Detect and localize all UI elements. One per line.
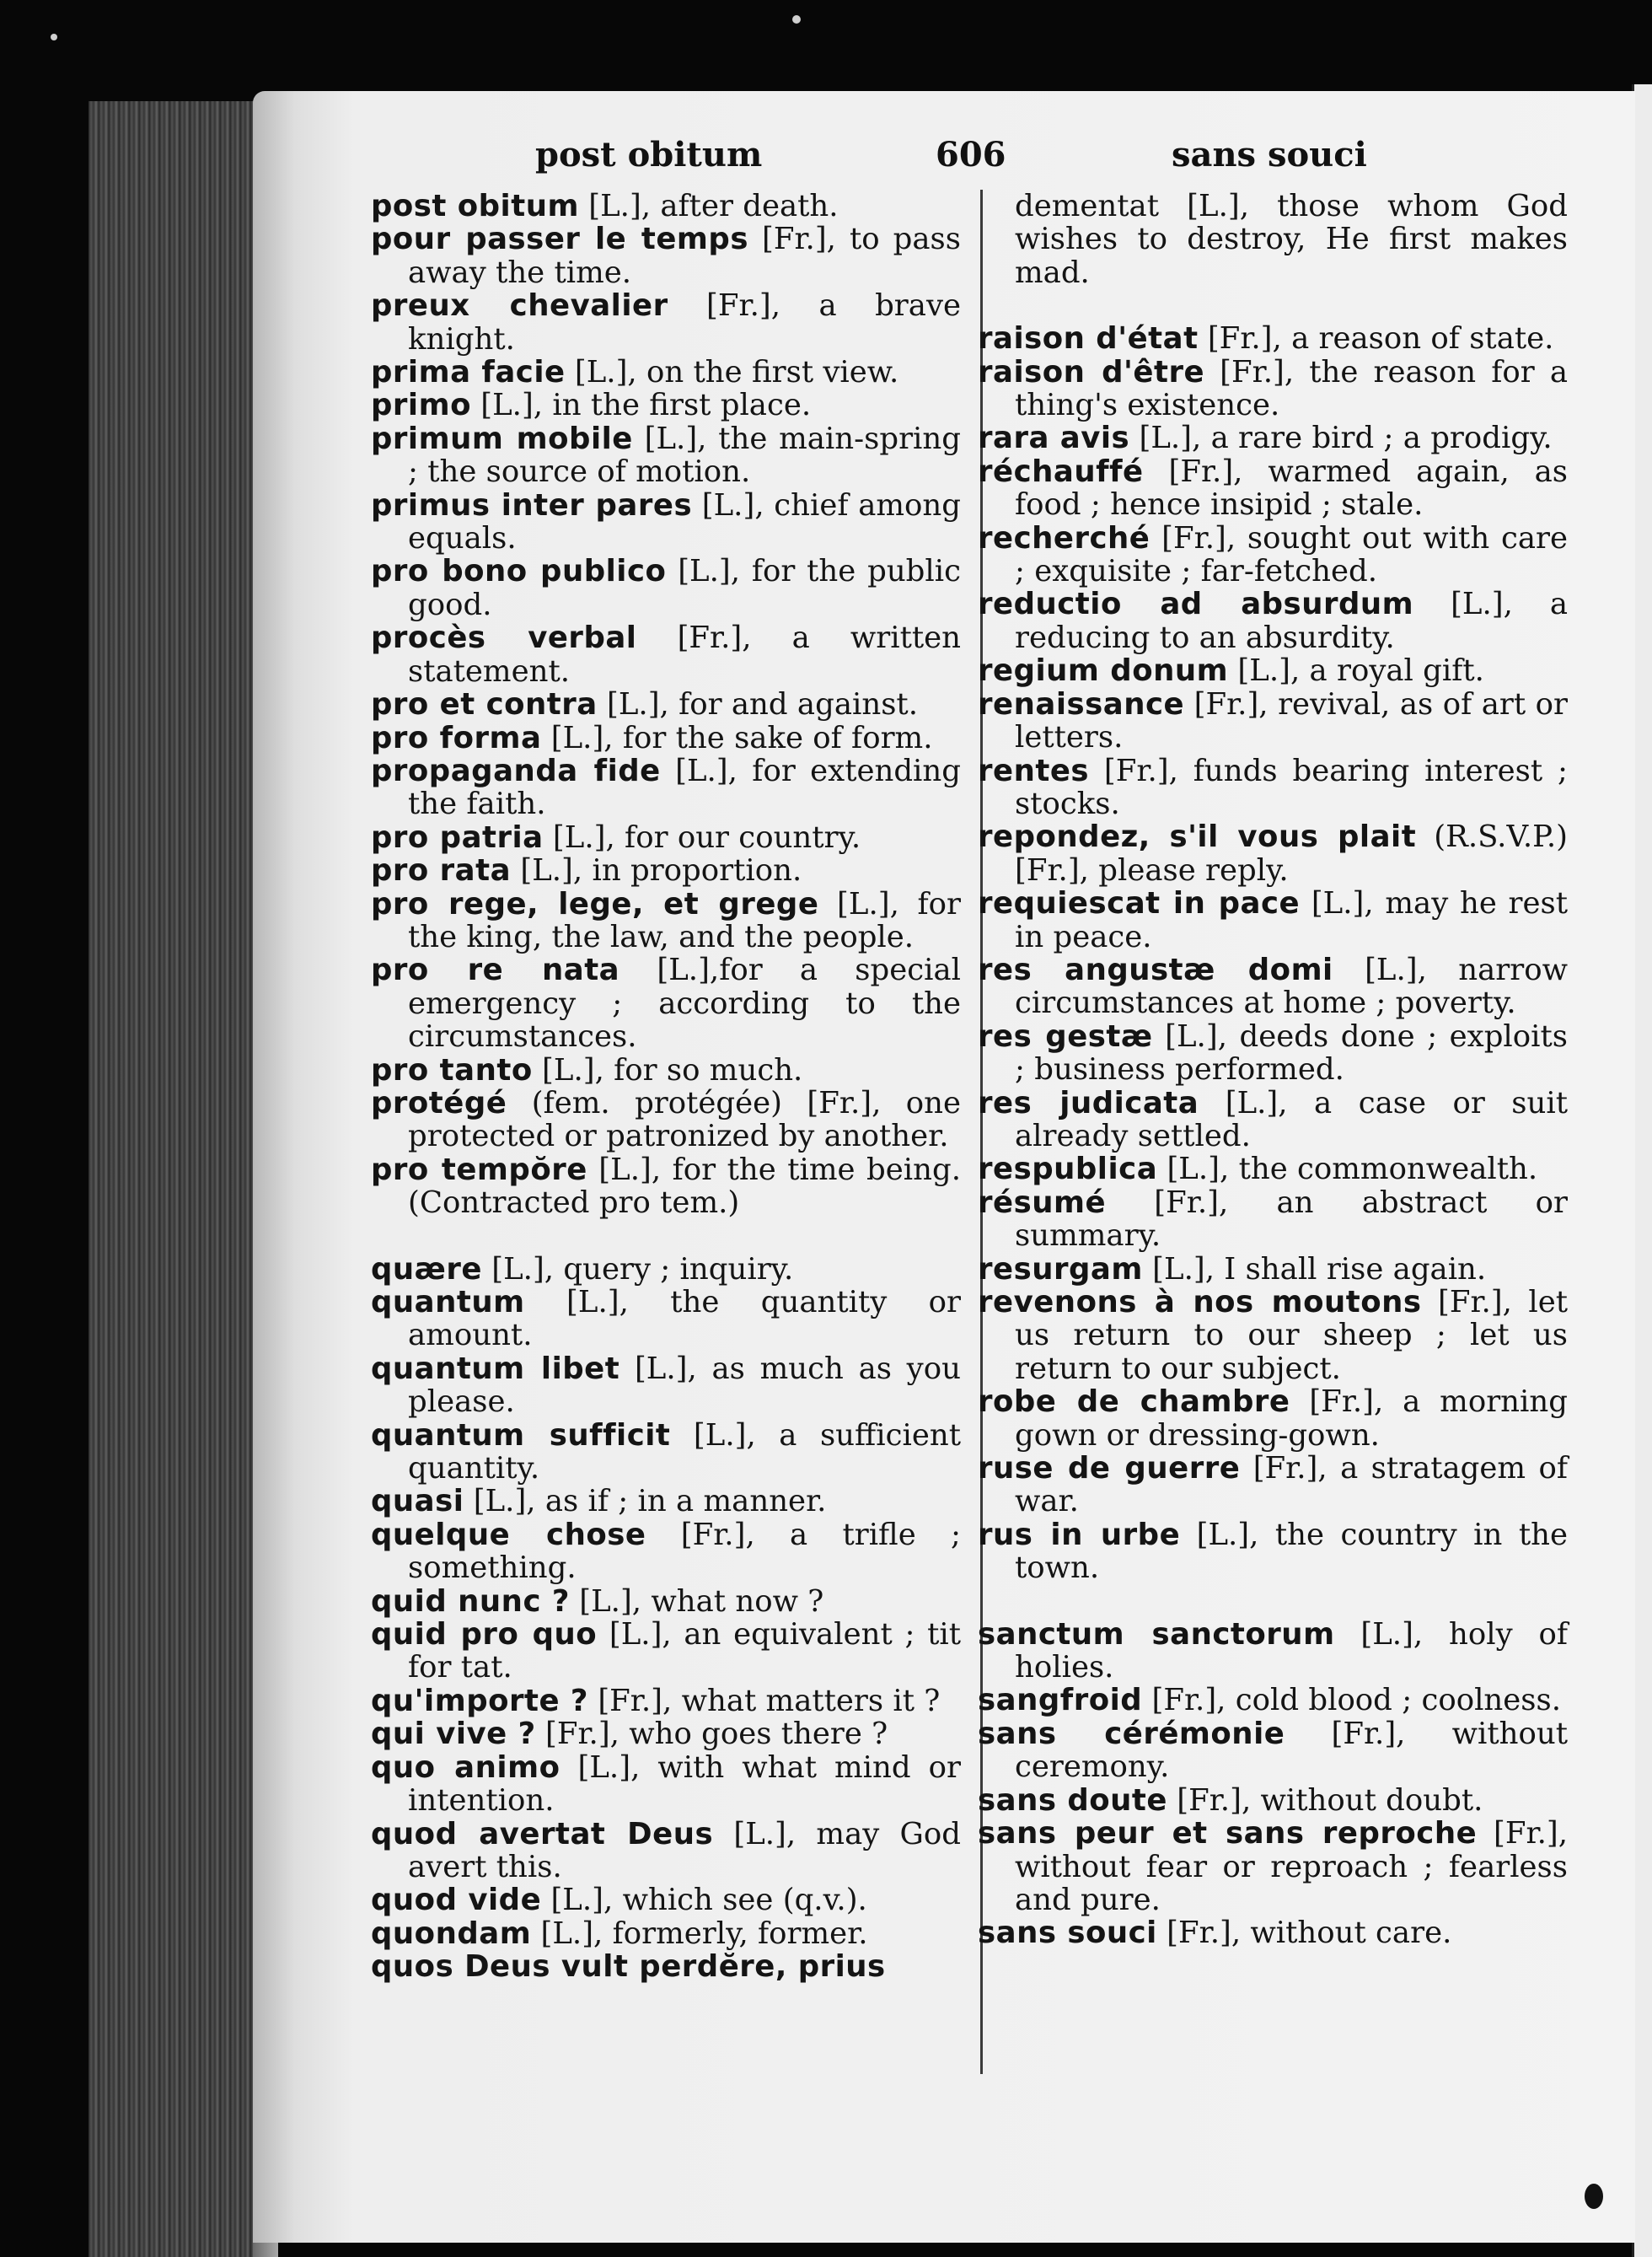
headword: réchauffé [978,454,1144,489]
headword: sanctum sanctorum [978,1616,1335,1652]
headword: pro rata [371,853,512,889]
dictionary-entry [371,1585,961,1618]
dictionary-entry [978,1253,1568,1286]
headword: rentes [978,753,1090,788]
dictionary-entry [371,1884,961,1916]
dictionary-entry [371,1286,961,1352]
dictionary-entry [371,190,961,223]
definition: [L.], after death. [578,189,839,223]
headword: quos Deus vult perdĕre, prius [371,1949,886,1985]
dictionary-entry [371,621,961,688]
dictionary-entry [371,821,961,854]
dictionary-entry [978,1717,1568,1784]
headword: rara avis [978,421,1130,456]
dictionary-entry [978,954,1568,1020]
dictionary-entry [371,1818,961,1884]
dictionary-entry [371,422,961,489]
dictionary-entry [371,1917,961,1950]
definition: [Fr.], sought out with care ; exquisite ; far-fetched. [1015,520,1568,589]
headword: pour passer le temps [371,222,748,257]
headword: renaissance [978,686,1185,722]
definition: [Fr.], to pass away the time. [408,222,961,290]
definition: [L.], I shall rise again. [1142,1251,1487,1287]
headword: rus in urbe [978,1517,1181,1552]
headword: procès verbal [371,621,637,656]
dictionary-entry [371,555,961,621]
headword: preux chevalier [371,288,668,324]
headword: primum mobile [371,421,633,456]
dictionary-entry [371,1685,961,1717]
dictionary-entry [371,1153,961,1220]
page-header [371,135,1585,185]
headword: qu'importe ? [371,1683,589,1718]
headword: pro tempŏre [371,1152,587,1187]
definition: [L.], may he rest in peace. [1015,886,1568,954]
dictionary-entry [371,289,961,356]
dictionary-entry [371,1485,961,1518]
definition: [Fr.], let us return to our sheep ; let us return to our subject. [1015,1285,1569,1386]
definition: (fem. protégée) [Fr.], one protected or patronized by another. [408,1085,961,1154]
definition: [L.], what now ? [569,1583,824,1619]
dictionary-entry [371,356,961,389]
headword: respublica [978,1152,1158,1187]
headword: pro re nata [371,953,620,988]
headword: quasi [371,1484,464,1519]
dictionary-entry [371,389,961,422]
book-spine [88,101,274,2257]
headword: quod vide [371,1883,542,1918]
headword: resurgam [978,1251,1143,1287]
headword: sans peur et sans reproche [978,1816,1478,1851]
dictionary-entry [978,1618,1568,1685]
definition: [L.], for and against. [597,687,918,723]
definition: [L.], the commonwealth. [1157,1152,1538,1187]
headword: quantum sufficit [371,1417,671,1453]
dictionary-entry [978,1452,1568,1518]
definition: [Fr.], a reason of state. [1198,321,1554,357]
definition: [L.], on the first view. [565,355,899,390]
definition: [L.], as if ; in a manner. [464,1484,827,1519]
dictionary-entry [978,455,1568,522]
definition: [Fr.], without fear or reproach ; fearless and pure. [1015,1816,1569,1917]
page-number: 606 [936,135,1006,175]
dictionary-entry [978,887,1568,954]
headword: ruse de guerre [978,1451,1241,1486]
right-column [978,190,1568,1950]
definition: [Fr.], who goes there ? [535,1717,888,1752]
definition: [L.], for extending the faith. [408,753,961,822]
headword: res judicata [978,1085,1199,1120]
dictionary-entry [978,1153,1568,1185]
definition: [L.], holy of holies. [1015,1616,1568,1685]
dictionary-entry [978,422,1568,454]
headword: reductio ad absurdum [978,587,1414,622]
definition: [Fr.], the reason for a thing's existence. [1015,354,1568,423]
dictionary-entry [371,1253,961,1286]
left-guide-word: post obitum [535,135,763,175]
definition: [L.], for the public good. [408,554,961,622]
definition: [L.], formerly, former. [531,1916,868,1951]
definition: [L.], for the sake of form. [541,720,933,755]
headword: protégé [371,1085,507,1120]
definition: [L.], which see (q.v.). [541,1883,867,1918]
headword: quantum [371,1285,525,1319]
definition: [Fr.], a trifle ; something. [408,1517,961,1586]
dictionary-entry [978,654,1568,687]
definition: [L.], with what mind or intention. [408,1749,961,1819]
headword: prima facie [371,355,566,390]
definition: (R.S.V.P.) [Fr.], please reply. [1015,820,1568,888]
headword: quantum libet [371,1351,620,1386]
dictionary-entry [978,1916,1568,1949]
dictionary-entry [978,1518,1568,1585]
definition: [L.], an equivalent ; tit for tat. [408,1617,961,1685]
definition: [L.], in proportion. [511,853,802,889]
dictionary-entry [371,722,961,755]
headword: quid nunc ? [371,1583,570,1619]
dictionary-entry [978,1020,1568,1087]
dictionary-entry [978,755,1568,821]
dictionary-entry [978,1087,1568,1153]
definition: [L.], for the king, the law, and the people. [408,886,961,954]
headword: pro forma [371,720,542,755]
definition: [L.], for so much. [532,1052,803,1088]
headword: pro tanto [371,1052,533,1088]
headword: res gestæ [978,1018,1153,1054]
definition: [Fr.], revival, as of art or letters. [1015,686,1568,755]
dictionary-entry [371,1087,961,1153]
definition: [L.], a royal gift. [1228,653,1484,689]
definition: [Fr.], a brave knight. [408,288,962,357]
headword: pro patria [371,820,544,855]
headword: raison d'être [978,354,1205,390]
dictionary-entry [978,1817,1568,1916]
dictionary-entry [371,1618,961,1685]
dictionary-entry [371,688,961,721]
headword: quo animo [371,1749,560,1785]
headword: pro rege, lege, et grege [371,886,819,922]
dictionary-entry [978,1684,1568,1717]
definition: [L.], deeds done ; exploits ; business performed. [1015,1018,1568,1088]
definition: [L.], narrow circumstances at home ; poverty. [1015,952,1568,1021]
headword: résumé [978,1185,1107,1220]
definition: [L.], a rare bird ; a prodigy. [1129,421,1553,456]
headword: recherché [978,520,1150,556]
headword: primo [371,388,471,423]
dictionary-entry [978,688,1568,755]
headword: res angustæ domi [978,952,1333,987]
headword: sans souci [978,1916,1157,1951]
dictionary-entry [371,489,961,556]
dictionary-entry [978,820,1568,887]
definition: [Fr.], without care. [1156,1916,1452,1951]
section-gap [978,1585,1568,1618]
headword: sans cérémonie [978,1716,1285,1751]
dictionary-entry [371,1751,961,1818]
definition: [L.], chief among equals. [408,487,962,556]
definition: [Fr.], a morning gown or dressing-gown. [1015,1384,1568,1453]
definition: [Fr.], cold blood ; coolness. [1142,1683,1562,1718]
definition: [L.], the country in the town. [1015,1517,1568,1586]
headword: quondam [371,1916,532,1951]
dictionary-entry [978,1186,1568,1253]
definition: [L.], as much as you please. [408,1351,961,1420]
dictionary-entry [371,755,961,821]
section-gap [978,289,1568,322]
section-gap [371,1220,961,1253]
dictionary-entry [371,1950,961,1983]
definition: [Fr.], without doubt. [1167,1782,1483,1818]
headword: post obitum [371,189,579,223]
dictionary-entry [978,1784,1568,1817]
headword: regium donum [978,653,1229,689]
headword: robe de chambre [978,1384,1290,1420]
definition: [Fr.], what matters it ? [588,1683,941,1718]
headword: requiescat in pace [978,886,1301,922]
speck [792,15,801,24]
definition: [L.], query ; inquiry. [481,1251,794,1287]
speck [1585,2184,1603,2209]
definition: [L.], a reducing to an absurdity. [1015,587,1568,655]
definition: [Fr.], an abstract or summary. [1015,1185,1568,1254]
definition: [L.], the main-spring ; the source of motion. [408,421,961,490]
dictionary-entry [978,522,1568,588]
headword: sangfroid [978,1683,1143,1718]
definition: [L.], a sufficient quantity. [408,1417,961,1486]
dictionary-entry [978,356,1568,422]
headword: pro et contra [371,687,598,723]
left-column [371,190,961,1984]
dictionary-entry [371,1054,961,1087]
definition: dementat [L.], those whom God wishes to destroy, He first makes mad. [1015,189,1568,290]
definition: [Fr.], funds bearing interest ; stocks. [1015,753,1568,821]
headword: primus inter pares [371,487,693,523]
definition: [L.], the quantity or amount. [408,1285,961,1353]
definition: [L.], a case or suit already settled. [1015,1085,1568,1153]
headword: repondez, s'il vous plait [978,820,1417,855]
speck [51,34,57,40]
right-guide-word: sans souci [1172,135,1367,175]
definition: [Fr.], warmed again, as food ; hence insipid ; stale. [1015,454,1568,523]
definition: [L.],for a special emergency ; according to the circumstances. [408,953,961,1055]
dictionary-entry [371,854,961,887]
headword: quod avertat Deus [371,1816,714,1851]
dictionary-entry [371,888,961,954]
headword: pro bono publico [371,554,667,589]
dictionary-entry [371,1717,961,1750]
definition: [L.], may God avert this. [408,1816,961,1884]
headword: quid pro quo [371,1617,598,1652]
headword: raison d'état [978,321,1199,357]
definition: [Fr.], a written statement. [408,621,961,689]
dictionary-entry [371,223,961,289]
definition: [L.], in the first place. [470,388,812,423]
headword: qui vive ? [371,1717,536,1752]
definition: [L.], for our country. [543,820,861,855]
dictionary-entry [978,322,1568,355]
dictionary-entry [371,1419,961,1486]
definition: [L.], for the time being. (Contracted pro tem.) [408,1152,962,1221]
headword: quære [371,1251,482,1287]
definition: [Fr.], a stratagem of war. [1015,1451,1568,1519]
definition: [Fr.], without ceremony. [1015,1716,1568,1785]
dictionary-entry [978,190,1568,289]
headword: propaganda fide [371,753,661,788]
dictionary-entry [978,1286,1568,1385]
dictionary-entry [371,954,961,1053]
headword: sans doute [978,1782,1167,1818]
headword: quelque chose [371,1517,646,1552]
dictionary-entry [371,1518,961,1585]
headword: revenons à nos moutons [978,1285,1422,1319]
dictionary-entry [978,588,1568,654]
dictionary-entry [978,1385,1568,1452]
dictionary-entry [371,1352,961,1419]
